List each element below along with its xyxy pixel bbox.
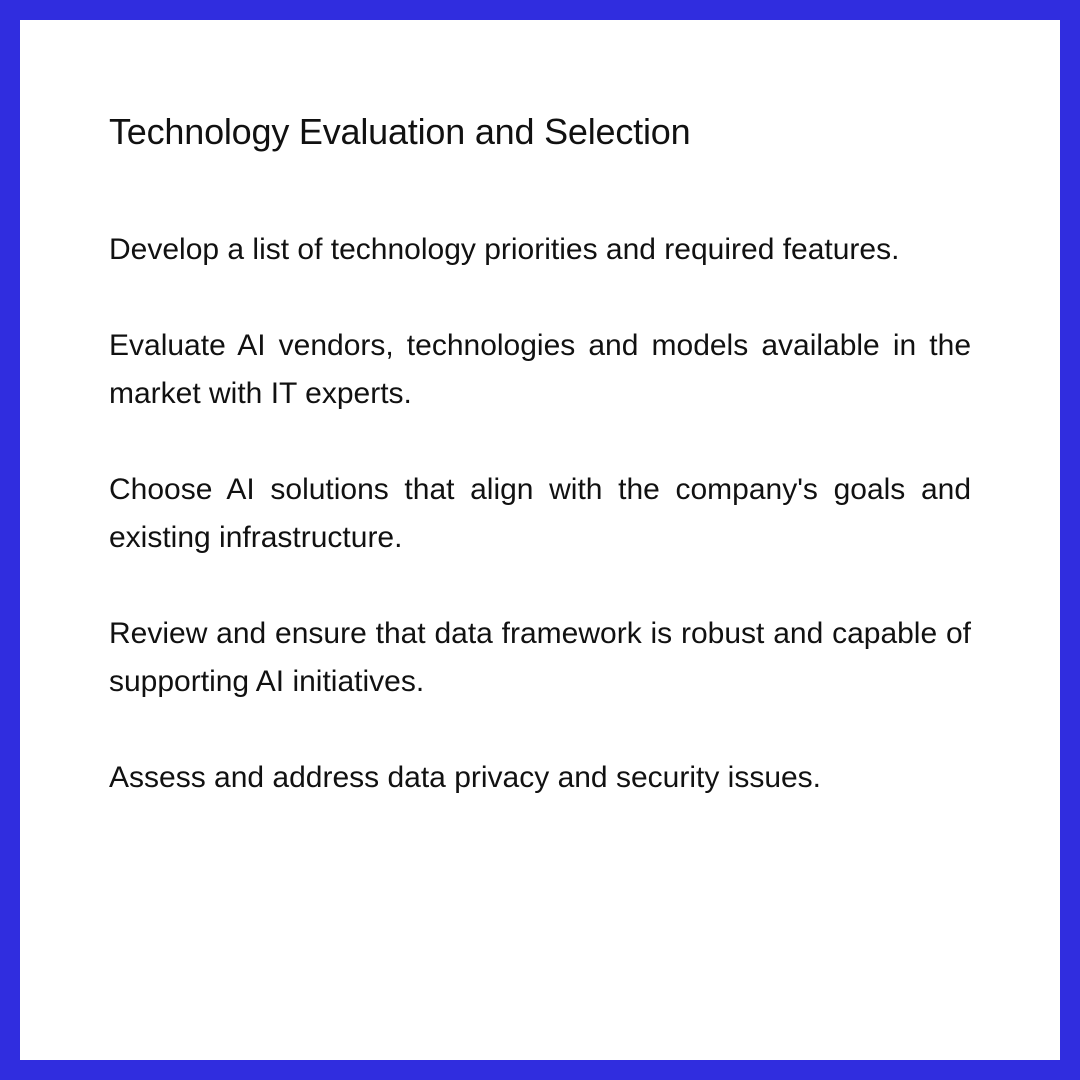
list-item: Choose AI solutions that align with the company's goals and existing infrastructure.	[109, 473, 971, 554]
slide-content	[109, 108, 971, 850]
list-item: Develop a list of technology priorities and required features.	[109, 233, 900, 266]
list-item: Assess and address data privacy and security issues.	[109, 761, 822, 794]
list-item: Review and ensure that data framework is robust and capable of supporting AI initiatives.	[109, 617, 971, 698]
item-list	[109, 226, 971, 802]
slide-title: Technology Evaluation and Selection	[109, 111, 691, 152]
list-item: Evaluate AI vendors, technologies and models available in the market with IT experts.	[109, 329, 971, 410]
